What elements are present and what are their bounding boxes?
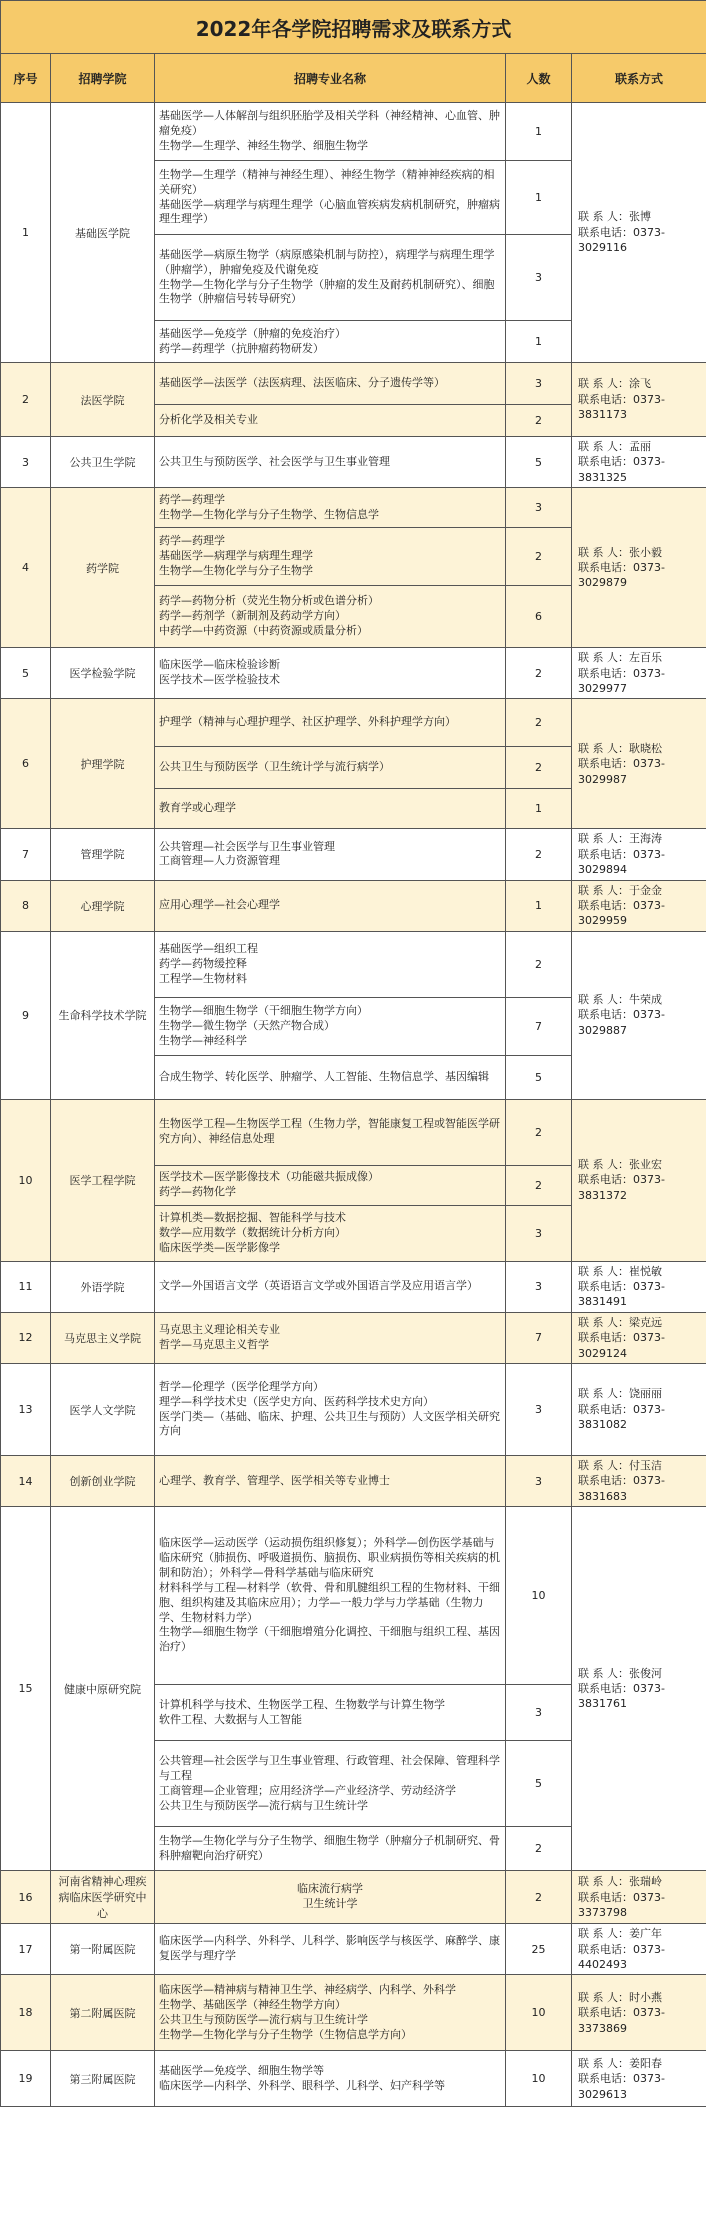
count-cell: 2 (506, 747, 572, 789)
count-cell: 3 (506, 488, 572, 528)
contact-cell: 联 系 人：张业宏 联系电话：0373-3831372 (572, 1099, 706, 1261)
college-name: 护理学院 (51, 699, 155, 829)
major-cell: 临床医学—运动医学（运动损伤组织修复）；外科学—创伤医学基础与临床研究（肺损伤、呼吸道损伤、脑损伤、职业病损伤等相关疾病的机制和防治）；外科学—骨科学基础与临床研究 材料科学与工程—材料学（软骨、骨和肌腱组织工程的生物材料、干细胞、组织构建及其临床应用）；力学—一般力学与力学基础（生物力学、生物材料力学） 生物学—细胞生物学（干细胞增殖分化调控、干细胞与组织工程、基因治疗） (155, 1507, 506, 1685)
major-cell: 生物学—生物化学与分子生物学、细胞生物学（肿瘤分子机制研究、骨科肿瘤靶向治疗研究） (155, 1827, 506, 1871)
table-title: 2022年各学院招聘需求及联系方式 (1, 1, 706, 54)
header-contact: 联系方式 (572, 54, 706, 103)
count-cell: 5 (506, 1055, 572, 1099)
contact-cell: 联 系 人：崔悦敏 联系电话：0373-3831491 (572, 1261, 706, 1312)
count-cell: 5 (506, 437, 572, 488)
table-row (1, 829, 706, 880)
count-cell: 3 (506, 1261, 572, 1312)
row-number: 15 (1, 1507, 51, 1871)
major-cell: 基础医学—人体解剖与组织胚胎学及相关学科（神经精神、心血管、肿瘤免疫） 生物学—生理学、神经生物学、细胞生物学 (155, 103, 506, 161)
major-cell: 基础医学—病原生物学（病原感染机制与防控），病理学与病理生理学（肿瘤学），肿瘤免疫及代谢免疫 生物学—生物化学与分子生物学（肿瘤的发生及耐药机制研究）、细胞生物学（肿瘤信号转导研究） (155, 235, 506, 321)
row-number: 19 (1, 2051, 51, 2107)
table-row (1, 1871, 706, 1924)
contact-cell: 联 系 人：付玉洁 联系电话：0373-3831683 (572, 1456, 706, 1507)
count-cell: 2 (506, 829, 572, 880)
college-name: 公共卫生学院 (51, 437, 155, 488)
college-name: 基础医学院 (51, 103, 155, 363)
table-row (1, 2051, 706, 2107)
major-cell: 生物医学工程—生物医学工程（生物力学，智能康复工程或智能医学研究方向）、神经信息处理 (155, 1099, 506, 1165)
major-cell: 公共卫生与预防医学（卫生统计学与流行病学） (155, 747, 506, 789)
table-row (1, 1975, 706, 2051)
count-cell: 7 (506, 1312, 572, 1363)
major-cell: 计算机类—数据挖掘、智能科学与技术 数学—应用数学（数据统计分析方向） 临床医学类—医学影像学 (155, 1205, 506, 1261)
college-name: 第二附属医院 (51, 1975, 155, 2051)
count-cell: 2 (506, 1871, 572, 1924)
major-cell: 医学技术—医学影像技术（功能磁共振成像） 药学—药物化学 (155, 1165, 506, 1205)
row-number: 8 (1, 880, 51, 931)
major-cell: 哲学—伦理学（医学伦理学方向） 理学—科学技术史（医学史方向、医药科学技术史方向） 医学门类—（基础、临床、护理、公共卫生与预防）人文医学相关研究方向 (155, 1364, 506, 1456)
row-number: 18 (1, 1975, 51, 2051)
row-number: 10 (1, 1099, 51, 1261)
row-number: 17 (1, 1924, 51, 1975)
major-cell: 计算机科学与技术、生物医学工程、生物数学与计算生物学 软件工程、大数据与人工智能 (155, 1685, 506, 1741)
count-cell: 1 (506, 161, 572, 235)
contact-cell: 联 系 人：张博 联系电话：0373-3029116 (572, 103, 706, 363)
major-cell: 基础医学—组织工程 药学—药物缓控释 工程学—生物材料 (155, 931, 506, 997)
count-cell: 3 (506, 1456, 572, 1507)
major-cell: 文学—外国语言文学（英语语言文学或外国语言学及应用语言学） (155, 1261, 506, 1312)
table-row (1, 1456, 706, 1507)
row-number: 1 (1, 103, 51, 363)
count-cell: 25 (506, 1924, 572, 1975)
contact-cell: 联 系 人：孟丽 联系电话：0373-3831325 (572, 437, 706, 488)
count-cell: 2 (506, 931, 572, 997)
row-number: 11 (1, 1261, 51, 1312)
table-row (1, 880, 706, 931)
header-major: 招聘专业名称 (155, 54, 506, 103)
major-cell: 分析化学及相关专业 (155, 405, 506, 437)
count-cell: 3 (506, 363, 572, 405)
college-name: 生命科学技术学院 (51, 931, 155, 1099)
count-cell: 2 (506, 648, 572, 699)
count-cell: 2 (506, 699, 572, 747)
college-name: 医学人文学院 (51, 1364, 155, 1456)
count-cell: 3 (506, 1205, 572, 1261)
count-cell: 3 (506, 1364, 572, 1456)
count-cell: 1 (506, 789, 572, 829)
college-name: 心理学院 (51, 880, 155, 931)
major-cell: 基础医学—法医学（法医病理、法医临床、分子遗传学等） (155, 363, 506, 405)
table-row (1, 931, 706, 997)
contact-cell: 联 系 人：姜阳春 联系电话：0373-3029613 (572, 2051, 706, 2107)
table-row (1, 1364, 706, 1456)
header-college: 招聘学院 (51, 54, 155, 103)
major-cell: 教育学或心理学 (155, 789, 506, 829)
major-cell: 药学—药理学 基础医学—病理学与病理生理学 生物学—生物化学与分子生物学 (155, 528, 506, 586)
table-row (1, 1312, 706, 1363)
count-cell: 7 (506, 997, 572, 1055)
major-cell: 生物学—细胞生物学（干细胞生物学方向） 生物学—微生物学（天然产物合成） 生物学—神经科学 (155, 997, 506, 1055)
table-row (1, 437, 706, 488)
college-name: 健康中原研究院 (51, 1507, 155, 1871)
count-cell: 10 (506, 2051, 572, 2107)
major-cell: 马克思主义理论相关专业 哲学—马克思主义哲学 (155, 1312, 506, 1363)
college-name: 法医学院 (51, 363, 155, 437)
row-number: 13 (1, 1364, 51, 1456)
count-cell: 2 (506, 405, 572, 437)
major-cell: 心理学、教育学、管理学、医学相关等专业博士 (155, 1456, 506, 1507)
major-cell: 基础医学—免疫学、细胞生物学等 临床医学—内科学、外科学、眼科学、儿科学、妇产科学等 (155, 2051, 506, 2107)
table-row (1, 1507, 706, 1685)
major-cell: 药学—药理学 生物学—生物化学与分子生物学、生物信息学 (155, 488, 506, 528)
major-cell: 临床医学—内科学、外科学、儿科学、影响医学与核医学、麻醉学、康复医学与理疗学 (155, 1924, 506, 1975)
contact-cell: 联 系 人：左百乐 联系电话：0373-3029977 (572, 648, 706, 699)
major-cell: 生物学—生理学（精神与神经生理）、神经生物学（精神神经疾病的相关研究） 基础医学—病理学与病理生理学（心脑血管疾病发病机制研究，肿瘤病理生理学） (155, 161, 506, 235)
contact-cell: 联 系 人：耿晓松 联系电话：0373-3029987 (572, 699, 706, 829)
table-row (1, 103, 706, 161)
contact-cell: 联 系 人：涂飞 联系电话：0373-3831173 (572, 363, 706, 437)
major-cell: 临床医学—临床检验诊断 医学技术—医学检验技术 (155, 648, 506, 699)
row-number: 6 (1, 699, 51, 829)
major-cell: 护理学（精神与心理护理学、社区护理学、外科护理学方向） (155, 699, 506, 747)
contact-cell: 联 系 人：于金金 联系电话：0373-3029959 (572, 880, 706, 931)
header-count: 人数 (506, 54, 572, 103)
count-cell: 6 (506, 586, 572, 648)
table-row (1, 1261, 706, 1312)
row-number: 9 (1, 931, 51, 1099)
row-number: 3 (1, 437, 51, 488)
major-cell: 合成生物学、转化医学、肿瘤学、人工智能、生物信息学、基因编辑 (155, 1055, 506, 1099)
contact-cell: 联 系 人：牛荣成 联系电话：0373-3029887 (572, 931, 706, 1099)
row-number: 7 (1, 829, 51, 880)
row-number: 12 (1, 1312, 51, 1363)
contact-cell: 联 系 人：姜广年 联系电话：0373-4402493 (572, 1924, 706, 1975)
major-cell: 公共管理—社会医学与卫生事业管理 工商管理—人力资源管理 (155, 829, 506, 880)
count-cell: 1 (506, 103, 572, 161)
count-cell: 2 (506, 1827, 572, 1871)
row-number: 14 (1, 1456, 51, 1507)
contact-cell: 联 系 人：张俊河 联系电话：0373-3831761 (572, 1507, 706, 1871)
college-name: 医学工程学院 (51, 1099, 155, 1261)
college-name: 创新创业学院 (51, 1456, 155, 1507)
table-row (1, 699, 706, 747)
college-name: 药学院 (51, 488, 155, 648)
contact-cell: 联 系 人：时小燕 联系电话：0373-3373869 (572, 1975, 706, 2051)
count-cell: 1 (506, 880, 572, 931)
contact-cell: 联 系 人：张瑞岭 联系电话：0373-3373798 (572, 1871, 706, 1924)
count-cell: 2 (506, 528, 572, 586)
major-cell: 基础医学—免疫学（肿瘤的免疫治疗） 药学—药理学（抗肿瘤药物研发） (155, 321, 506, 363)
contact-cell: 联 系 人：张小毅 联系电话：0373-3029879 (572, 488, 706, 648)
row-number: 2 (1, 363, 51, 437)
table-row (1, 1099, 706, 1165)
contact-cell: 联 系 人：王海涛 联系电话：0373-3029894 (572, 829, 706, 880)
count-cell: 10 (506, 1975, 572, 2051)
row-number: 4 (1, 488, 51, 648)
header-no: 序号 (1, 54, 51, 103)
major-cell: 公共卫生与预防医学、社会医学与卫生事业管理 (155, 437, 506, 488)
header-row (1, 54, 706, 103)
college-name: 马克思主义学院 (51, 1312, 155, 1363)
count-cell: 1 (506, 321, 572, 363)
college-name: 外语学院 (51, 1261, 155, 1312)
count-cell: 3 (506, 1685, 572, 1741)
table-row (1, 1924, 706, 1975)
college-name: 医学检验学院 (51, 648, 155, 699)
count-cell: 2 (506, 1165, 572, 1205)
college-name: 河南省精神心理疾病临床医学研究中心 (51, 1871, 155, 1924)
major-cell: 公共管理—社会医学与卫生事业管理、行政管理、社会保障、管理科学与工程 工商管理—企业管理；应用经济学—产业经济学、劳动经济学 公共卫生与预防医学—流行病与卫生统计学 (155, 1741, 506, 1827)
row-number: 5 (1, 648, 51, 699)
count-cell: 3 (506, 235, 572, 321)
table-row (1, 488, 706, 528)
count-cell: 2 (506, 1099, 572, 1165)
major-cell: 应用心理学—社会心理学 (155, 880, 506, 931)
college-name: 管理学院 (51, 829, 155, 880)
table-row (1, 648, 706, 699)
major-cell: 临床流行病学 卫生统计学 (155, 1871, 506, 1924)
college-name: 第三附属医院 (51, 2051, 155, 2107)
college-name: 第一附属医院 (51, 1924, 155, 1975)
table-row (1, 363, 706, 405)
count-cell: 10 (506, 1507, 572, 1685)
row-number: 16 (1, 1871, 51, 1924)
contact-cell: 联 系 人：饶丽丽 联系电话：0373-3831082 (572, 1364, 706, 1456)
count-cell: 5 (506, 1741, 572, 1827)
major-cell: 临床医学—精神病与精神卫生学、神经病学、内科学、外科学 生物学、基础医学（神经生物学方向） 公共卫生与预防医学—流行病与卫生统计学 生物学—生物化学与分子生物学（生物信息学方向） (155, 1975, 506, 2051)
major-cell: 药学—药物分析（荧光生物分析或色谱分析） 药学—药剂学（新制剂及药动学方向） 中药学—中药资源（中药资源或质量分析） (155, 586, 506, 648)
contact-cell: 联 系 人：梁克远 联系电话：0373-3029124 (572, 1312, 706, 1363)
